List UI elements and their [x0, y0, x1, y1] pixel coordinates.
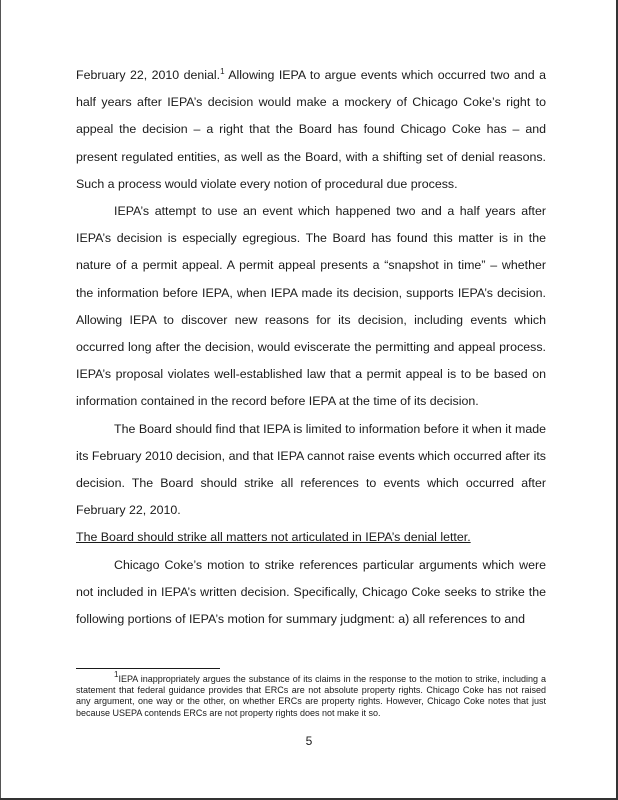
body-text [76, 62, 546, 633]
footnote-text: IEPA inappropriately argues the substance of its claims in the response to the motion to strike, including a statement that federal guidance provides that ERCs are not absolute property rights. Chicago Coke has not raised any argument, one way or the other, on whether ERCs are property rights. However, Chicago Coke notes that just because USEPA contends ERCs are not property rights does not make it so. [76, 674, 546, 718]
paragraph-1 [76, 62, 546, 198]
paragraph-1-lead: February 22, 2010 denial. [76, 68, 221, 82]
section-heading: The Board should strike all matters not articulated in IEPA’s denial letter. [76, 530, 471, 545]
paragraph-4: Chicago Coke’s motion to strike references particular arguments which were not included in IEPA’s written decision. Specifically, Chicago Coke seeks to strike the following portions of IEPA’s motion for summary judgment: a) all references to and [76, 557, 546, 627]
footnote [76, 670, 546, 719]
paragraph-2: IEPA’s attempt to use an event which happened two and a half years after IEPA’s decision is especially egregious. The Board has found this matter is in the nature of a permit appeal. A permit appeal presents a “snapshot in time” – whether the information before IEPA, when IEPA made its decision, supports IEPA’s decision. Allowing IEPA to discover new reasons for its decision, including events which occurred long after the decision, would eviscerate the permitting and appeal process. IEPA’s proposal violates well-established law that a permit appeal is to be based on information contained in the record before IEPA at the time of its decision. [76, 204, 546, 409]
paragraph-3: The Board should find that IEPA is limited to information before it when it made its February 2010 decision, and that IEPA cannot raise events which occurred after its decision. The Board should strike all references to events which occurred after February 22, 2010. [76, 421, 546, 518]
footnote-divider [76, 668, 220, 669]
footnote-reference: 1 [220, 67, 225, 76]
paragraph-1-body: Allowing IEPA to argue events which occurred two and a half years after IEPA’s decision would make a mockery of Chicago Coke’s right to appeal the decision – a right that the Board has found Chicago Coke has – and present regulated entities, as well as the Board, with a shifting set of denial reasons. Such a process would violate every notion of procedural due process. [76, 68, 546, 191]
scan-edge-left [0, 0, 1, 800]
footnote-number: 1 [114, 670, 119, 679]
page-number: 5 [305, 734, 313, 748]
